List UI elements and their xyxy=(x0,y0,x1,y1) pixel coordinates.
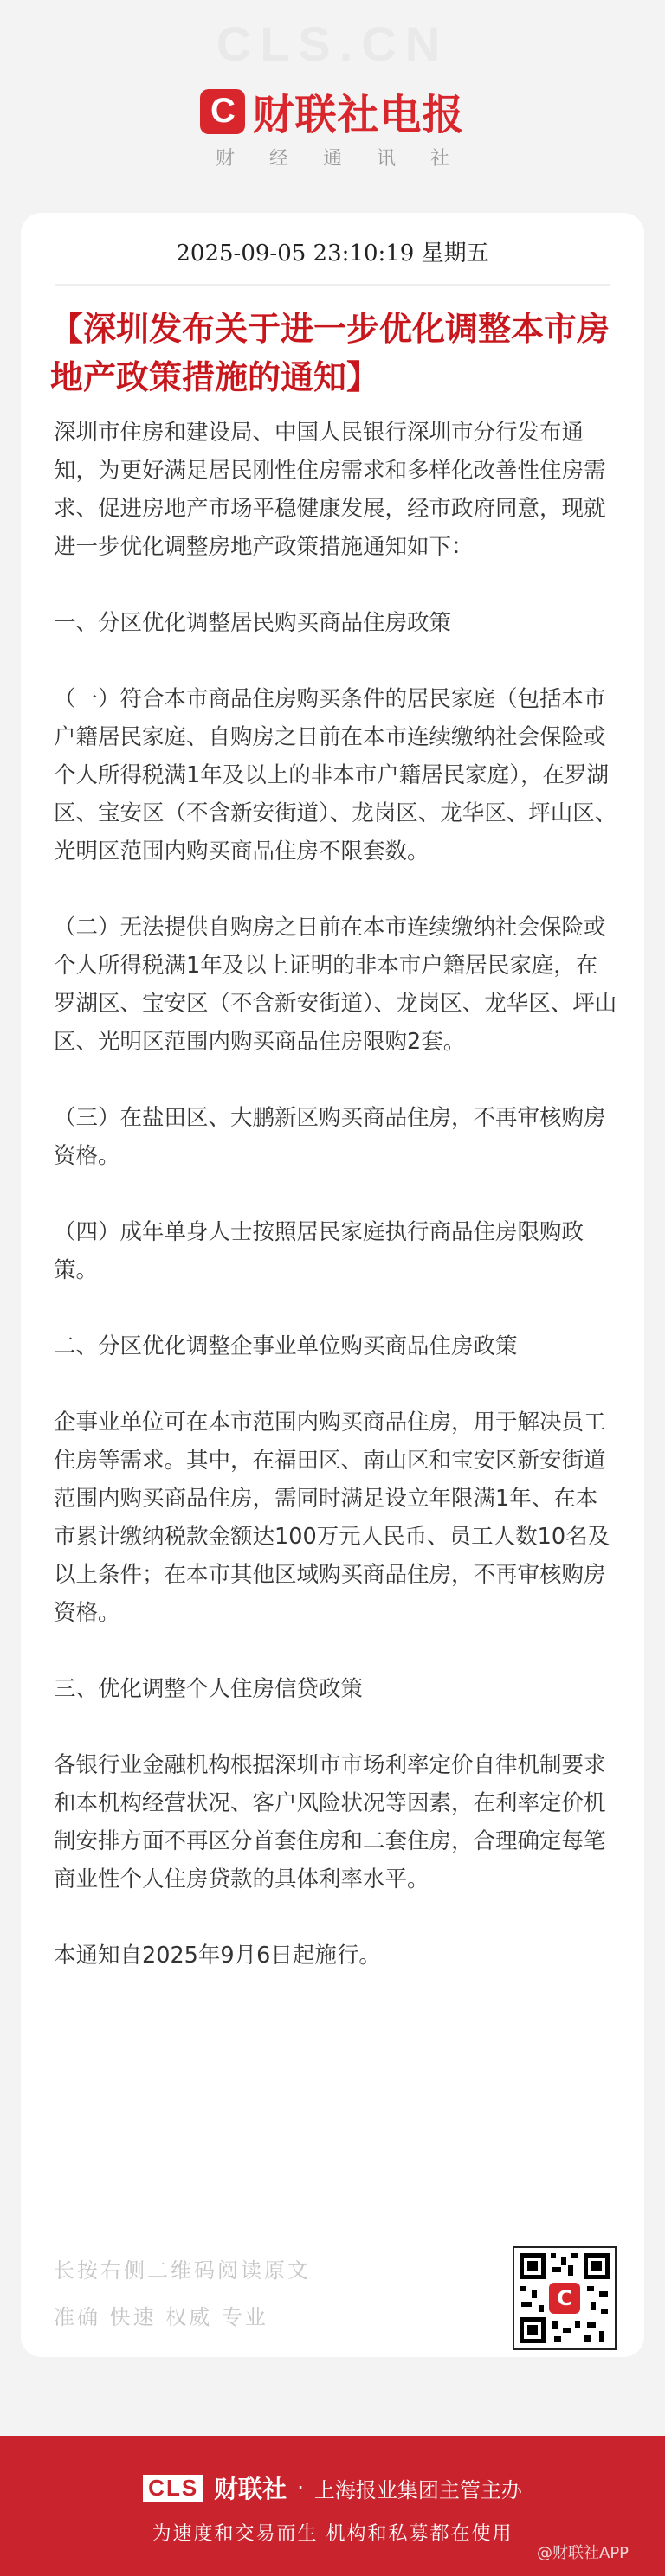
watermark-text: CLS.CN xyxy=(216,16,449,71)
intro-paragraph: 深圳市住房和建设局、中国人民银行深圳市分行发布通知，为更好满足居民刚性住房需求和多样化改善性住房需求、促进房地产市场平稳健康发展，经市政府同意，现就进一步优化调整房地产政策措施通知如下： xyxy=(54,420,606,560)
divider xyxy=(55,284,610,286)
body-paragraph: （一）符合本市商品住房购买条件的居民家庭（包括本市户籍居民家庭、自购房之日前在本市连续缴纳社会保险或个人所得税满1年及以上的非本市户籍居民家庭），在罗湖区、宝安区（不含新安街道）、龙岗区、龙华区、坪山区、光明区范围内购买商品住房不限套数。 xyxy=(54,686,617,864)
banner-organization: 上海报业集团主管主办 xyxy=(313,2477,522,2502)
brand-logo-icon: C xyxy=(200,89,245,134)
article-title: 【深圳发布关于进一步优化调整本市房地产政策措施的通知】 xyxy=(50,309,610,396)
article-body xyxy=(54,414,618,2013)
body-paragraph: （三）在盐田区、大鹏新区购买商品住房，不再审核购房资格。 xyxy=(54,1105,606,1169)
qr-code[interactable] xyxy=(513,2246,617,2350)
banner-separator: · xyxy=(297,2476,304,2500)
banner-brand-name: 财联社 xyxy=(214,2475,287,2503)
cls-logo: CLS xyxy=(143,2475,203,2502)
body-paragraph: （二）无法提供自购房之日前在本市连续缴纳社会保险或个人所得税满1年及以上证明的非本市户籍居民家庭，在罗湖区、宝安区（不含新安街道）、龙岗区、龙华区、坪山区、光明区范围内购买商品住房限购2套。 xyxy=(54,915,617,1055)
effective-date-paragraph: 本通知自2025年9月6日起施行。 xyxy=(54,1943,381,1969)
banner-brand-row xyxy=(0,2470,665,2505)
body-paragraph: （四）成年单身人士按照居民家庭执行商品住房限购政策。 xyxy=(54,1219,584,1283)
section-heading: 三、优化调整个人住房信贷政策 xyxy=(54,1676,364,1702)
body-paragraph: 企事业单位可在本市范围内购买商品住房，用于解决员工住房等需求。其中，在福田区、南山区和宝安区新安街道范围内购买商品住房，需同时满足设立年限满1年、在本市累计缴纳税款金额达100万元人民币、员工人数10名及以上条件；在本市其他区域购买商品住房，不再审核购房资格。 xyxy=(54,1410,610,1626)
publish-datetime: 2025-09-05 23:10:19 星期五 xyxy=(176,241,489,267)
qr-hint: 长按右侧二维码阅读原文 xyxy=(54,2258,311,2283)
brand-header xyxy=(0,81,665,141)
section-heading: 二、分区优化调整企事业单位购买商品住房政策 xyxy=(54,1333,518,1359)
brand-name: 财联社电报 xyxy=(252,91,465,139)
banner-slogan: 为速度和交易而生 机构和私募都在使用 xyxy=(152,2523,513,2545)
body-paragraph: 各银行业金融机构根据深圳市市场利率定价自律机制要求和本机构经营状况、客户风险状况等因素，在利率定价机制安排方面不再区分首套住房和二套住房，合理确定每笔商业性个人住房贷款的具体利率水平。 xyxy=(54,1752,606,1892)
weibo-watermark: @财联社APP xyxy=(537,2544,629,2562)
tagline: 准确 快速 权威 专业 xyxy=(54,2305,268,2329)
section-heading: 一、分区优化调整居民购买商品住房政策 xyxy=(54,610,452,636)
qr-logo-icon: C xyxy=(549,2283,580,2314)
brand-subtitle: 财经通讯社 xyxy=(215,148,484,170)
